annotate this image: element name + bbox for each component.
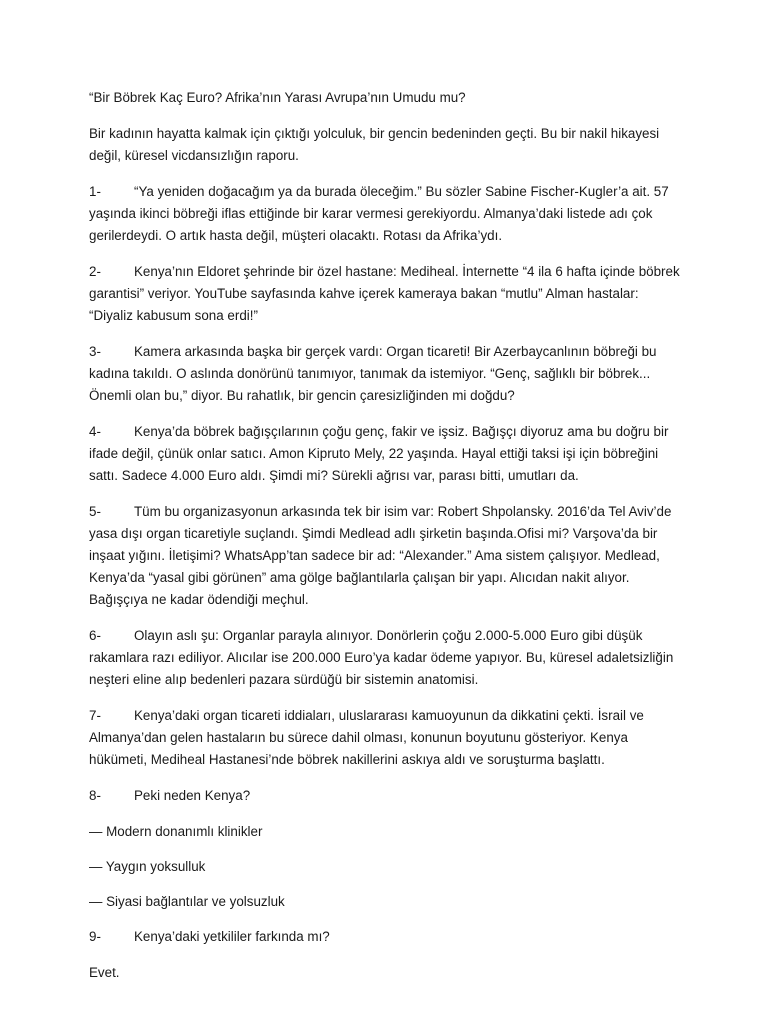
section-number: 3-: [89, 344, 101, 359]
section-number: 8-: [89, 788, 101, 803]
section-text: Kenya’daki yetkililer farkında mı?: [134, 929, 330, 944]
section-4: [89, 421, 681, 487]
bullet-item: — Yaygın yoksulluk: [89, 859, 206, 874]
section-number: 4-: [89, 424, 101, 439]
section-number: 1-: [89, 184, 101, 199]
section-text: Olayın aslı şu: Organlar parayla alınıyor. Donörlerin çoğu 2.000-5.000 Euro gibi düşük rakamlara razı ediliyor. Alıcılar ise 200.000 Euro’ya kadar ödeme yapıyor. Bu, küresel adaletsizliğin neşteri eline alıp bedenleri pazara sürdüğü bir sistemin anatomisi.: [89, 628, 674, 687]
answer-text: Evet.: [89, 965, 120, 980]
section-number: 7-: [89, 708, 101, 723]
section-text: Kenya’nın Eldoret şehrinde bir özel hastane: Mediheal. İnternette “4 ila 6 hafta içinde böbrek garantisi” veriyor. YouTube sayfasında kahve içerek kameraya bakan “mutlu” Alman hastalar: “Diyaliz kabusum sona erdi!”: [89, 264, 680, 323]
intro-paragraph: Bir kadının hayatta kalmak için çıktığı yolculuk, bir gencin bedeninden geçti. Bu bir nakil hikayesi değil, küresel vicdansızlığın raporu.: [89, 126, 660, 163]
document-title: “Bir Böbrek Kaç Euro? Afrika’nın Yarası Avrupa’nın Umudu mu?: [89, 90, 466, 105]
section-2: [89, 261, 681, 327]
section-text: Kenya’daki organ ticareti iddiaları, uluslararası kamuoyunun da dikkatini çekti. İsrail ve Almanya’dan gelen hastaların bu sürece dahil olması, konunun boyutunu gösteriyor. Kenya hükümeti, Mediheal Hastanesi’nde böbrek nakillerini askıya aldı ve soruşturma başlattı.: [89, 708, 644, 767]
section-9: [89, 926, 681, 948]
section-5: [89, 501, 681, 611]
section-text: Kenya’da böbrek bağışçılarının çoğu genç, fakir ve işsiz. Bağışçı diyoruz ama bu doğru bir ifade değil, çünük onlar satıcı. Amon Kipruto Mely, 22 yaşında. Hayal ettiği taksi işi için böbreğini sattı. Sadece 4.000 Euro aldı. Şimdi mi? Sürekli ağrısı var, parası bitti, umutları da.: [89, 424, 669, 483]
bullet-item: — Siyasi bağlantılar ve yolsuzluk: [89, 894, 285, 909]
section-number: 6-: [89, 628, 101, 643]
section-3: [89, 341, 681, 407]
section-text: “Ya yeniden doğacağım ya da burada öleceğim.” Bu sözler Sabine Fischer-Kugler’a ait. 57 yaşında ikinci böbreği iflas ettiğinde bir karar vermesi gerekiyordu. Almanya’daki listede adı çok gerilerdeydi. O artık hasta değil, müşteri olacaktı. Rotası da Afrika’ydı.: [89, 184, 669, 243]
section-text: Peki neden Kenya?: [134, 788, 251, 803]
section-number: 9-: [89, 929, 101, 944]
section-7: [89, 705, 681, 771]
document-page: [89, 87, 681, 998]
section-text: Tüm bu organizasyonun arkasında tek bir isim var: Robert Shpolansky. 2016’da Tel Aviv’de yasa dışı organ ticaretiyle suçlandı. Şimdi Medlead adlı şirketin başında.Ofisi mi? Varşova’da bir inşaat yığını. İletişimi? WhatsApp’tan sadece bir ad: “Alexander.” Ama sistem çalışıyor. Medlead, Kenya’da “yasal gibi görünen” ama gölge bağlantılarla çalışan bir yapı. Alıcıdan nakit alıyor. Bağışçıya ne kadar ödendiği meçhul.: [89, 504, 672, 607]
section-6: [89, 625, 681, 691]
section-number: 5-: [89, 504, 101, 519]
section-8: [89, 785, 681, 807]
section-text: Kamera arkasında başka bir gerçek vardı: Organ ticareti! Bir Azerbaycanlının böbreği bu kadına takıldı. O aslında donörünü tanımıyor, tanımak da istemiyor. “Genç, sağlıklı bir böbrek... Önemli olan bu,” diyor. Bu rahatlık, bir gencin çaresizliğinden mi doğdu?: [89, 344, 657, 403]
section-number: 2-: [89, 264, 101, 279]
section-1: [89, 181, 681, 247]
bullet-item: — Modern donanımlı klinikler: [89, 824, 263, 839]
